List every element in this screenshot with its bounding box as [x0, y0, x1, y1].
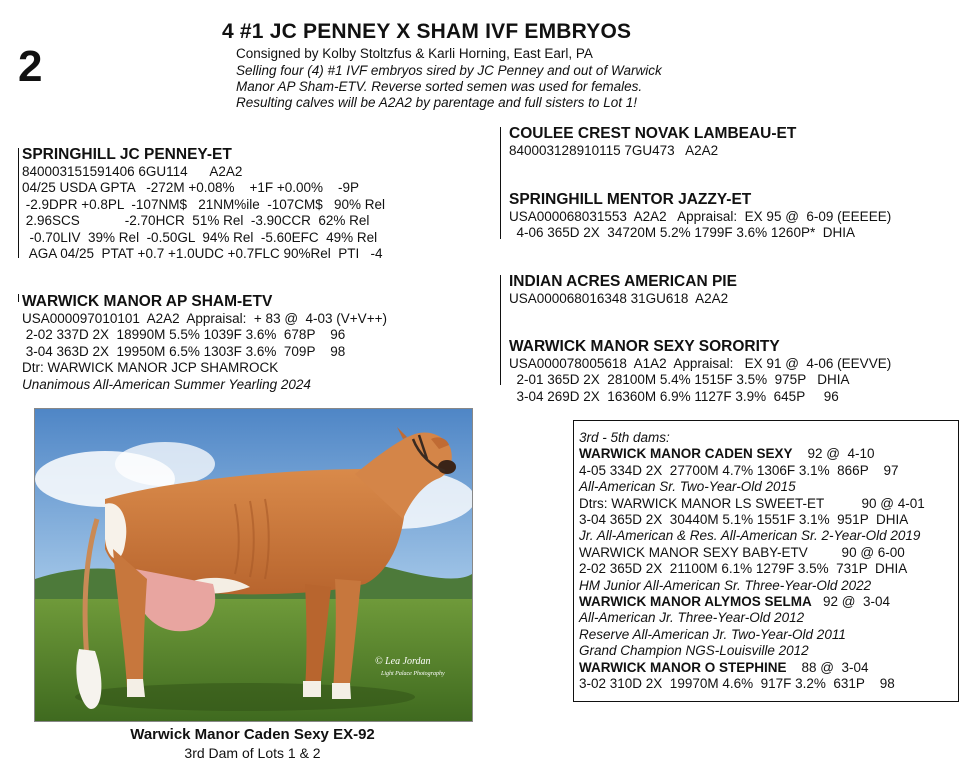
dams-box-line — [579, 479, 958, 495]
photo-watermark-studio: Light Palace Photography — [381, 671, 445, 677]
sire-dam-line: 4-06 365D 2X 34720M 5.2% 1799F 3.6% 1260P* DHIA — [509, 225, 855, 241]
dams-box-line — [579, 594, 958, 610]
dam-line: 2-02 337D 2X 18990M 5.5% 1039F 3.6% 678P 96 — [22, 327, 346, 343]
dam-sire-block — [509, 272, 737, 307]
dam-bracket — [18, 294, 19, 302]
dam-line: Dtr: WARWICK MANOR JCP SHAMROCK — [22, 360, 279, 376]
dams-box-line-text: WARWICK MANOR SEXY BABY-ETV 90 @ 6-00 — [579, 544, 905, 560]
lot-description — [236, 63, 662, 111]
lot-title: 4 #1 JC PENNEY X SHAM IVF EMBRYOS — [222, 20, 632, 43]
photo-caption: Warwick Manor Caden Sexy EX-92 — [130, 726, 375, 743]
dams-box-line-text: Reserve All-American Jr. Two-Year-Old 2011 — [579, 626, 846, 642]
dams-box-line-text: 3-04 365D 2X 30440M 5.1% 1551F 3.1% 951P DHIA — [579, 512, 909, 528]
description-line: Manor AP Sham-ETV. Reverse sorted semen was used for females. — [236, 79, 643, 94]
dams-box-line — [579, 446, 958, 462]
dams-box-line — [579, 512, 958, 528]
dams-box — [573, 420, 959, 702]
sire-dam-name: SPRINGHILL MENTOR JAZZY-ET — [509, 191, 752, 208]
dams-box-line-text: 2-02 365D 2X 21100M 6.1% 1279F 3.5% 731P DHIA — [579, 561, 908, 577]
dam-line: 3-04 363D 2X 19950M 6.5% 1303F 3.6% 709P 98 — [22, 343, 346, 359]
dams-box-line — [579, 496, 958, 512]
dam-dam-block — [509, 337, 891, 405]
dam-sire-line: USA000068016348 31GU618 A2A2 — [509, 291, 729, 306]
sire-sire-name: COULEE CREST NOVAK LAMBEAU-ET — [509, 125, 797, 142]
dams-box-line-score: 88 @ 3-04 — [786, 659, 869, 675]
consignor-line: Consigned by Kolby Stoltzfus & Karli Horning, East Earl, PA — [236, 46, 593, 61]
sire-line: 04/25 USDA GPTA -272M +0.08% +1F +0.00% -9P — [22, 180, 360, 196]
photo-caption-note: 3rd Dam of Lots 1 & 2 — [184, 745, 321, 761]
dam-dam-line: 2-01 365D 2X 28100M 5.4% 1515F 3.5% 975P DHIA — [509, 372, 850, 388]
sire-line: AGA 04/25 PTAT +0.7 +1.0UDC +0.7FLC 90%Rel PTI -4 — [22, 246, 383, 262]
sire-line: -0.70LIV 39% Rel -0.50GL 94% Rel -5.60EFC 49% Rel — [22, 229, 378, 245]
dams-box-line-score: 92 @ 3-04 — [811, 594, 890, 610]
dam-side-bracket — [500, 275, 501, 385]
sire-side-bracket — [500, 127, 501, 239]
dams-box-lines — [579, 446, 958, 692]
dams-box-line — [579, 660, 958, 676]
dams-box-line-text: Dtrs: WARWICK MANOR LS SWEET-ET 90 @ 4-01 — [579, 495, 925, 511]
sire-dam-block — [509, 190, 891, 242]
dams-box-line-text: 3-02 310D 2X 19970M 4.6% 917F 3.2% 631P 98 — [579, 676, 895, 692]
dam-honor: Unanimous All-American Summer Yearling 2024 — [22, 376, 311, 392]
dams-box-line — [579, 610, 958, 626]
sire-line: -2.9DPR +0.8PL -107NM$ 21NM%ile -107CM$ 90% Rel — [22, 196, 386, 212]
sire-sire-block — [509, 124, 796, 159]
dam-dam-line: USA000078005618 A1A2 Appraisal: EX 91 @ 4-06 (EEVVE) — [509, 356, 892, 371]
dams-box-line — [579, 676, 958, 692]
dams-box-line-text: WARWICK MANOR ALYMOS SELMA — [579, 594, 812, 610]
sire-name: SPRINGHILL JC PENNEY-ET — [22, 146, 232, 163]
photo-watermark: © Lea Jordan — [375, 656, 431, 667]
dams-box-line — [579, 463, 958, 479]
cow-illustration — [35, 409, 472, 721]
dam-block — [22, 292, 387, 393]
dams-box-line — [579, 545, 958, 561]
sire-line: 840003151591406 6GU114 A2A2 — [22, 164, 243, 179]
sire-dam-line: USA000068031553 A2A2 Appraisal: EX 95 @ 6-09 (EEEEE) — [509, 209, 892, 224]
dams-box-line — [579, 627, 958, 643]
dams-box-line-text: WARWICK MANOR CADEN SEXY — [579, 446, 793, 462]
dams-box-line — [579, 528, 958, 544]
lot-number: 2 — [18, 42, 43, 91]
dams-box-line-text: All-American Jr. Three-Year-Old 2012 — [579, 610, 805, 626]
description-line: Selling four (4) #1 IVF embryos sired by JC Penney and out of Warwick — [236, 63, 662, 78]
dams-box-line — [579, 643, 958, 659]
sire-bracket — [18, 148, 19, 258]
dams-box-line-text: All-American Sr. Two-Year-Old 2015 — [579, 479, 796, 495]
description-line: Resulting calves will be A2A2 by parentage and full sisters to Lot 1! — [236, 95, 637, 110]
dams-box-line — [579, 578, 958, 594]
dams-box-heading: 3rd - 5th dams: — [579, 430, 670, 445]
dams-box-line-text: Grand Champion NGS-Louisville 2012 — [579, 643, 809, 659]
dams-box-line-text: WARWICK MANOR O STEPHINE — [579, 659, 787, 675]
dams-box-line-score: 92 @ 4-10 — [792, 446, 875, 462]
dam-name: WARWICK MANOR AP SHAM-ETV — [22, 293, 273, 310]
cow-photo — [34, 408, 473, 722]
sire-block — [22, 145, 385, 262]
dam-line: USA000097010101 A2A2 Appraisal: + 83 @ 4-03 (V+V++) — [22, 311, 387, 326]
dam-dam-line: 3-04 269D 2X 16360M 6.9% 1127F 3.9% 645P 96 — [509, 388, 839, 404]
dams-box-line-text: 4-05 334D 2X 27700M 4.7% 1306F 3.1% 866P 97 — [579, 462, 899, 478]
dam-dam-name: WARWICK MANOR SEXY SORORITY — [509, 338, 780, 355]
dam-sire-name: INDIAN ACRES AMERICAN PIE — [509, 273, 737, 290]
sire-line: 2.96SCS -2.70HCR 51% Rel -3.90CCR 62% Rel — [22, 213, 370, 229]
dams-box-line-text: Jr. All-American & Res. All-American Sr. 2-Year-Old 2019 — [579, 528, 921, 544]
dams-box-line — [579, 561, 958, 577]
dams-box-line-text: HM Junior All-American Sr. Three-Year-Old 2022 — [579, 577, 872, 593]
sire-sire-line: 840003128910115 7GU473 A2A2 — [509, 143, 719, 158]
